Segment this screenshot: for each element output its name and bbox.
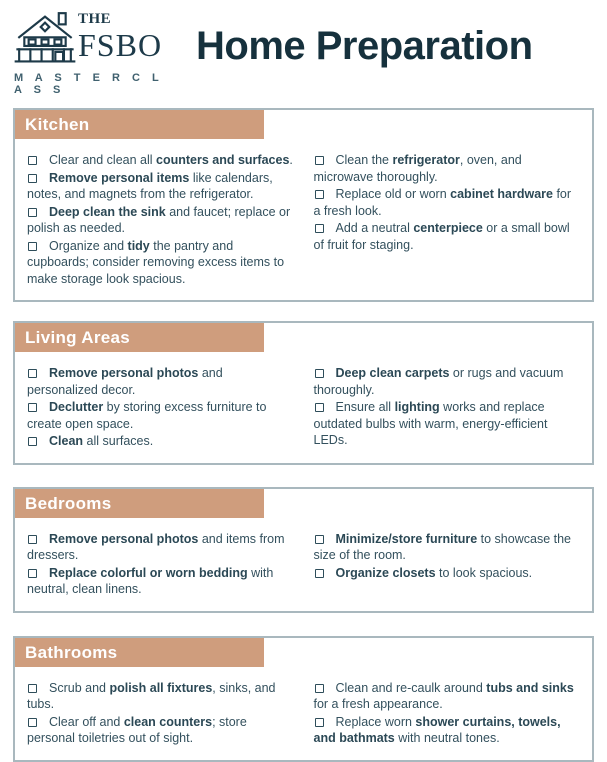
item-text: like calendars, notes, and magnets from the refrigerator. xyxy=(27,170,273,201)
checkbox-icon[interactable] xyxy=(28,569,37,578)
checkbox-icon[interactable] xyxy=(315,684,324,693)
checklist-item xyxy=(314,186,581,219)
item-text-bold: Remove personal photos xyxy=(49,531,199,546)
item-text-bold: Replace colorful or worn bedding xyxy=(49,565,248,580)
checkbox-icon[interactable] xyxy=(315,569,324,578)
section-header-bar xyxy=(15,110,264,139)
section-columns xyxy=(15,352,592,463)
checkbox-icon[interactable] xyxy=(315,190,324,199)
checklist-item xyxy=(27,531,294,564)
item-text-bold: shower curtains, towels, and bathmats xyxy=(313,714,561,745)
checkbox-icon[interactable] xyxy=(315,403,324,412)
page-title: Home Preparation xyxy=(196,24,533,68)
section-columns xyxy=(15,139,592,300)
checkbox-icon[interactable] xyxy=(28,369,37,378)
checkbox-icon[interactable] xyxy=(315,156,324,165)
item-text-bold: Declutter xyxy=(49,400,104,414)
item-text: for a fresh appearance. xyxy=(313,697,443,711)
item-text: Clear off and xyxy=(49,714,124,729)
logo-the: THE xyxy=(78,11,112,27)
item-text: or a small bowl of fruit for staging. xyxy=(313,221,570,252)
section-living-areas xyxy=(13,321,594,465)
checkbox-icon[interactable] xyxy=(28,535,37,544)
logo-masterclass: M A S T E R C L A S S xyxy=(14,72,163,96)
fsbo-logo xyxy=(14,8,182,96)
column-left xyxy=(27,531,294,599)
section-title: Living Areas xyxy=(25,328,131,347)
checklist-item xyxy=(27,204,294,237)
item-text-bold: Organize closets xyxy=(335,565,436,580)
checklist-item xyxy=(27,565,294,598)
checklist-item xyxy=(27,152,294,169)
item-text: , oven, and microwave thoroughly. xyxy=(313,153,522,184)
item-text: all surfaces. xyxy=(83,434,154,448)
column-left xyxy=(27,680,294,748)
checkbox-icon[interactable] xyxy=(28,174,37,183)
item-text: Clean the xyxy=(335,153,393,167)
item-text-bold: cabinet hardware xyxy=(450,187,553,201)
checklist-item xyxy=(314,531,581,564)
item-text-bold: clean counters xyxy=(123,714,213,729)
item-text-bold: centerpiece xyxy=(413,221,483,235)
item-text: and items from dressers. xyxy=(27,531,285,562)
item-text-bold: lighting xyxy=(394,400,440,414)
item-text: for a fresh look. xyxy=(313,187,572,218)
section-header-bar xyxy=(15,323,264,352)
item-text-bold: polish all fixtures xyxy=(109,680,213,695)
checklist-item xyxy=(27,365,294,398)
item-text-bold: refrigerator xyxy=(392,153,460,167)
logo-fsbo: FSBO xyxy=(78,27,163,63)
checklist-item xyxy=(314,680,581,713)
item-text: the pantry and cupboards; consider removing excess items to make storage look spacious. xyxy=(27,238,285,286)
item-text: Replace old or worn xyxy=(335,187,451,201)
item-text: and personalized decor. xyxy=(27,366,223,397)
item-text: with neutral, clean linens. xyxy=(27,565,274,596)
item-text: or rugs and vacuum thoroughly. xyxy=(313,366,564,397)
checklist-item xyxy=(314,399,581,449)
column-right xyxy=(314,152,581,288)
column-left xyxy=(27,365,294,451)
item-text-bold: tubs and sinks xyxy=(486,680,574,695)
checklist-item xyxy=(314,220,581,253)
item-text-bold: Remove personal photos xyxy=(49,366,199,380)
item-text: Clean and re-caulk around xyxy=(335,680,487,695)
section-kitchen xyxy=(13,108,594,302)
checklist-item xyxy=(27,433,294,450)
section-columns xyxy=(15,518,592,611)
checkbox-icon[interactable] xyxy=(28,242,37,251)
item-text: ; store personal toiletries out of sight. xyxy=(27,714,247,745)
checkbox-icon[interactable] xyxy=(28,156,37,165)
checklist-item xyxy=(27,170,294,203)
item-text: by storing excess furniture to create open space. xyxy=(27,400,267,431)
header xyxy=(0,0,607,108)
column-right xyxy=(314,365,581,451)
section-title: Kitchen xyxy=(25,115,90,134)
item-text: Ensure all xyxy=(335,400,395,414)
section-title: Bathrooms xyxy=(25,642,118,662)
checklist-item xyxy=(27,238,294,288)
item-text: Organize and xyxy=(49,238,128,253)
checkbox-icon[interactable] xyxy=(315,718,324,727)
item-text-bold: counters and surfaces xyxy=(156,153,290,167)
checkbox-icon[interactable] xyxy=(315,369,324,378)
checklist-item xyxy=(27,714,294,747)
checklist-item xyxy=(314,714,581,747)
item-text: and faucet; replace or polish as needed. xyxy=(27,204,291,235)
column-right xyxy=(314,680,581,748)
checkbox-icon[interactable] xyxy=(315,224,324,233)
checklist-item xyxy=(314,365,581,398)
checkbox-icon[interactable] xyxy=(28,437,37,446)
logo-top xyxy=(14,8,182,68)
column-left xyxy=(27,152,294,288)
checklist-item xyxy=(27,399,294,432)
item-text-bold: tidy xyxy=(127,238,150,253)
item-text: works and replace outdated bulbs with warm, energy-efficient LEDs. xyxy=(313,400,548,447)
checklist-item xyxy=(27,680,294,713)
logo-wordmark xyxy=(78,12,162,61)
item-text: Add a neutral xyxy=(335,221,414,235)
item-text: . xyxy=(289,153,293,167)
item-text: Replace worn xyxy=(335,714,416,729)
checkbox-icon[interactable] xyxy=(28,684,37,693)
item-text: to look spacious. xyxy=(435,565,533,580)
checklist-sections xyxy=(0,108,607,762)
checklist-item xyxy=(314,152,581,185)
item-text: with neutral tones. xyxy=(394,731,500,745)
item-text-bold: Remove personal items xyxy=(49,170,190,185)
section-bedrooms xyxy=(13,487,594,613)
item-text: Clear and clean all xyxy=(49,153,157,167)
house-icon xyxy=(14,10,76,68)
item-text-bold: Minimize/store furniture xyxy=(335,531,478,546)
item-text-bold: Deep clean carpets xyxy=(335,366,450,380)
item-text: , sinks, and tubs. xyxy=(27,680,276,711)
section-header-bar xyxy=(15,489,264,518)
checkbox-icon[interactable] xyxy=(28,403,37,412)
checkbox-icon[interactable] xyxy=(28,208,37,217)
section-header-bar xyxy=(15,638,264,667)
section-title: Bedrooms xyxy=(25,493,112,513)
item-text: to showcase the size of the room. xyxy=(313,531,571,562)
section-columns xyxy=(15,667,592,760)
checkbox-icon[interactable] xyxy=(28,718,37,727)
item-text-bold: Deep clean the sink xyxy=(49,204,166,219)
item-text: Scrub and xyxy=(49,680,110,695)
section-bathrooms xyxy=(13,636,594,762)
checkbox-icon[interactable] xyxy=(315,535,324,544)
checklist-item xyxy=(314,565,581,582)
item-text-bold: Clean xyxy=(49,434,84,448)
column-right xyxy=(314,531,581,599)
